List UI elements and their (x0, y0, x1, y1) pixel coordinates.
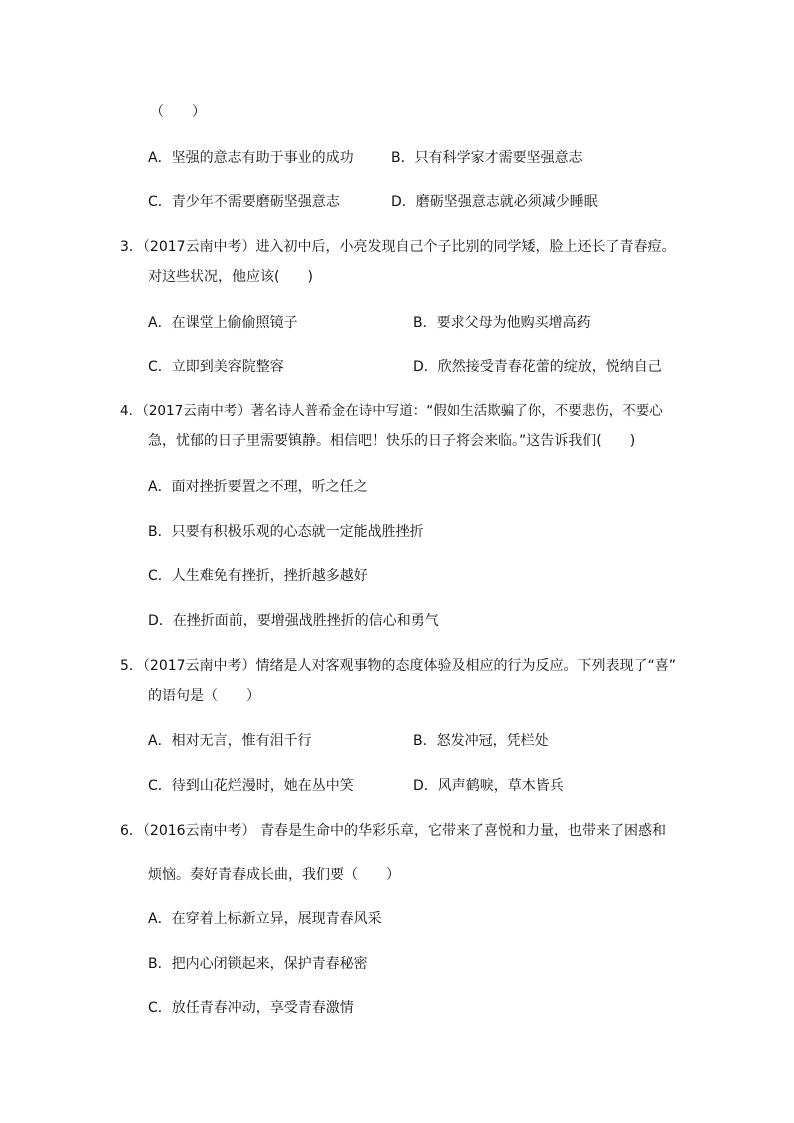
q5-stem-line1: 5．（2017云南中考）情绪是人对客观事物的态度体验及相应的行为反应。下列表现了“喜” (120, 658, 677, 674)
q3-stem-line1: 3．（2017云南中考）进入初中后，小亮发现自己个子比别的同学矮，脸上还长了青春痘。 (120, 239, 676, 255)
q4-option-d: D．在挫折面前，要增强战胜挫折的信心和勇气 (148, 613, 439, 629)
q5-option-d: D．风声鹤唳，草木皆兵 (413, 778, 564, 794)
q3-option-b: B．要求父母为他购买增高药 (413, 315, 591, 331)
q6-stem-line1: 6．（2016云南中考） 青春是生命中的华彩乐章，它带来了喜悦和力量，也带来了困惑和 (120, 823, 666, 839)
q6-option-b: B．把内心闭锁起来，保护青春秘密 (148, 956, 368, 972)
q3-option-a: A．在课堂上偷偷照镜子 (148, 315, 298, 331)
prev-option-a: A．坚强的意志有助于事业的成功 (148, 150, 354, 166)
prev-option-d: D．磨砺坚强意志就必须减少睡眠 (391, 194, 598, 210)
q5-option-c: C．待到山花烂漫时，她在丛中笑 (148, 778, 354, 794)
q4-option-c: C．人生难免有挫折，挫折越多越好 (148, 568, 368, 584)
q4-stem-line2: 急，忧郁的日子里需要镇静。相信吧！快乐的日子将会来临。”这告诉我们( ) (148, 433, 636, 449)
q5-option-b: B．怒发冲冠，凭栏处 (413, 733, 549, 749)
prev-question-stem-tail: （ ） (150, 104, 206, 120)
q6-option-a: A．在穿着上标新立异，展现青春风采 (148, 911, 382, 927)
q5-stem-line2: 的语句是（ ） (148, 688, 260, 704)
q4-option-a: A．面对挫折要置之不理，听之任之 (148, 479, 368, 495)
q3-option-c: C．立即到美容院整容 (148, 359, 284, 375)
q5-option-a: A．相对无言，惟有泪千行 (148, 733, 312, 749)
q6-stem-line2: 烦恼。奏好青春成长曲，我们要（ ） (148, 867, 400, 883)
q4-option-b: B．只要有积极乐观的心态就一定能战胜挫折 (148, 524, 424, 540)
q3-stem-line2: 对这些状况，他应该( ) (148, 269, 313, 285)
prev-option-b: B．只有科学家才需要坚强意志 (391, 150, 583, 166)
prev-option-c: C．青少年不需要磨砺坚强意志 (148, 194, 340, 210)
q3-option-d: D．欣然接受青春花蕾的绽放，悦纳自己 (413, 359, 662, 375)
q4-stem-line1: 4．（2017云南中考）著名诗人普希金在诗中写道：“假如生活欺骗了你，不要悲伤，不要心 (120, 403, 663, 419)
q6-option-c: C．放任青春冲动，享受青春激情 (148, 1000, 354, 1016)
